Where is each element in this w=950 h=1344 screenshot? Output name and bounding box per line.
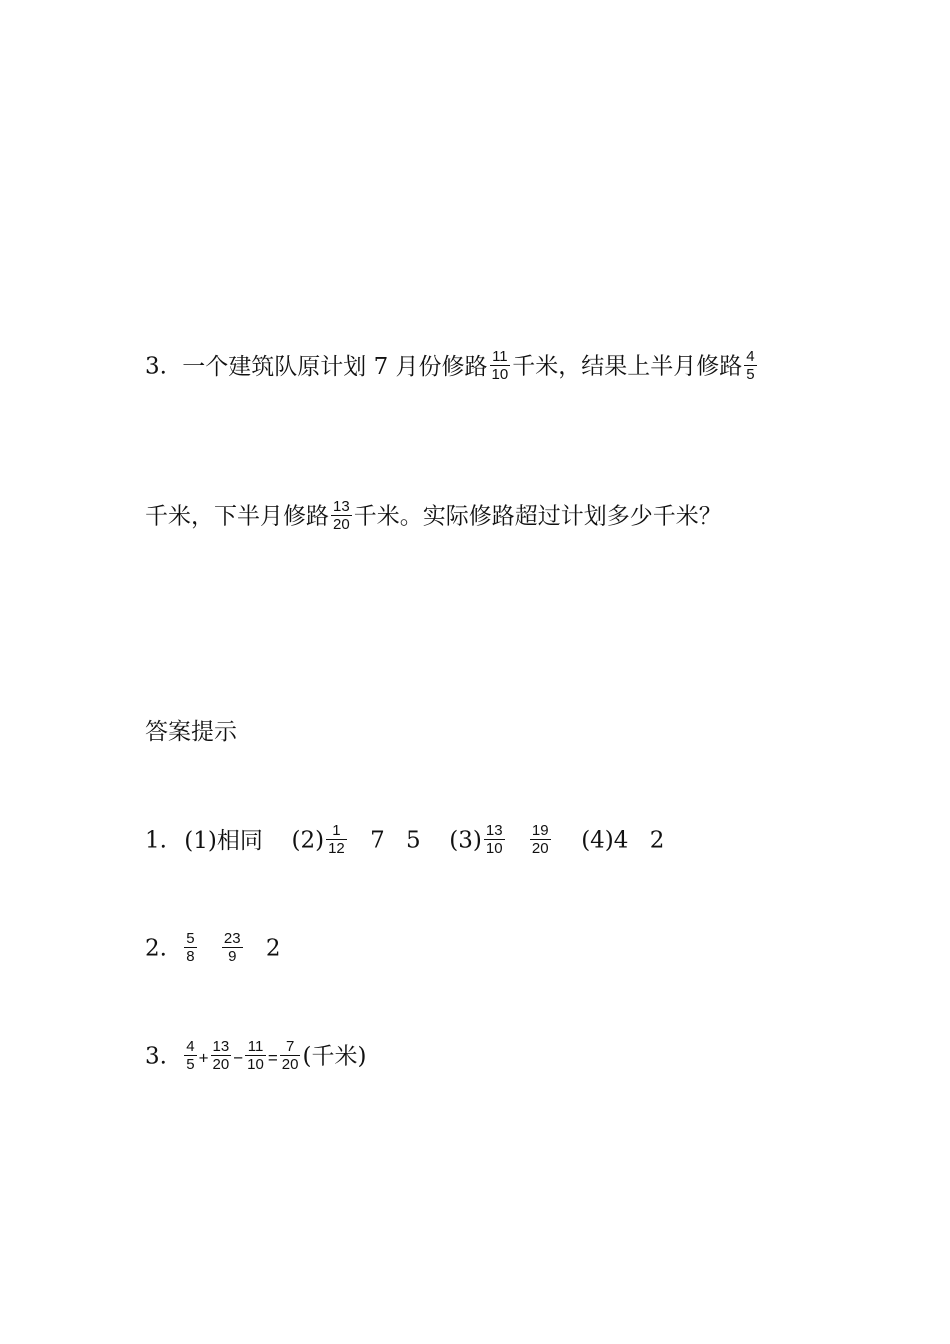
minus-sign: − xyxy=(233,1048,244,1068)
denominator: 5 xyxy=(746,366,755,383)
denominator: 10 xyxy=(485,840,503,857)
numerator: 11 xyxy=(245,1038,266,1056)
fraction xyxy=(245,1038,266,1073)
unit-label: (千米) xyxy=(302,1043,367,1070)
equals-sign: = xyxy=(267,1048,278,1068)
fraction xyxy=(280,1038,301,1073)
answer-part-4: (4)4 xyxy=(581,827,629,854)
answer-2 xyxy=(145,932,281,967)
numerator: 23 xyxy=(223,930,241,947)
answer-number: 3. xyxy=(145,1043,167,1070)
numerator: 13 xyxy=(485,822,503,839)
answer-1 xyxy=(145,824,664,859)
denominator: 9 xyxy=(228,948,237,965)
answer-value: 7 xyxy=(370,827,385,854)
answer-value: 5 xyxy=(406,827,421,854)
answers-heading: 答案提示 xyxy=(145,719,237,745)
numerator: 11 xyxy=(490,348,511,366)
fraction xyxy=(331,498,352,533)
numerator: 4 xyxy=(746,348,755,365)
answer-part-1: (1)相同 xyxy=(184,827,263,854)
problem-3-line-1 xyxy=(145,350,759,385)
denominator: 10 xyxy=(491,366,509,383)
fraction xyxy=(326,822,347,857)
fraction xyxy=(184,1038,196,1073)
problem-3-line-2 xyxy=(145,500,722,535)
fraction xyxy=(530,822,551,857)
denominator: 12 xyxy=(328,840,345,857)
numerator: 7 xyxy=(280,1038,301,1056)
problem-number: 3. xyxy=(145,353,167,380)
answer-number: 2. xyxy=(145,935,167,962)
fraction xyxy=(484,822,505,857)
problem-text: 千米。实际修路超过计划多少千米？ xyxy=(353,503,722,530)
numerator: 19 xyxy=(531,822,549,839)
denominator: 20 xyxy=(333,516,350,533)
answer-part-3: (3) xyxy=(449,827,482,854)
fraction xyxy=(222,930,243,965)
answer-value: 2 xyxy=(265,935,281,962)
numerator: 13 xyxy=(333,498,350,515)
numerator: 13 xyxy=(212,1038,230,1055)
denominator: 5 xyxy=(186,1056,195,1073)
numerator: 4 xyxy=(186,1038,195,1055)
numerator: 5 xyxy=(186,930,195,947)
denominator: 8 xyxy=(186,948,195,965)
answer-value: 2 xyxy=(649,827,665,854)
numerator: 1 xyxy=(326,822,347,840)
fraction xyxy=(744,348,756,383)
fraction xyxy=(490,348,511,383)
fraction xyxy=(184,930,196,965)
denominator: 20 xyxy=(212,1056,230,1073)
plus-sign: + xyxy=(198,1048,209,1068)
problem-text: 千米，结果上半月修路 xyxy=(512,353,743,380)
problem-text: 千米，下半月修路 xyxy=(145,503,329,530)
fraction xyxy=(211,1038,232,1073)
denominator: 20 xyxy=(281,1056,299,1073)
answer-part-2: (2) xyxy=(291,827,325,854)
denominator: 20 xyxy=(531,840,549,857)
problem-text: 一个建筑队原计划 7 月份修路 xyxy=(182,353,488,380)
answer-3 xyxy=(145,1040,366,1075)
denominator: 10 xyxy=(247,1056,264,1073)
answer-number: 1. xyxy=(145,827,167,854)
